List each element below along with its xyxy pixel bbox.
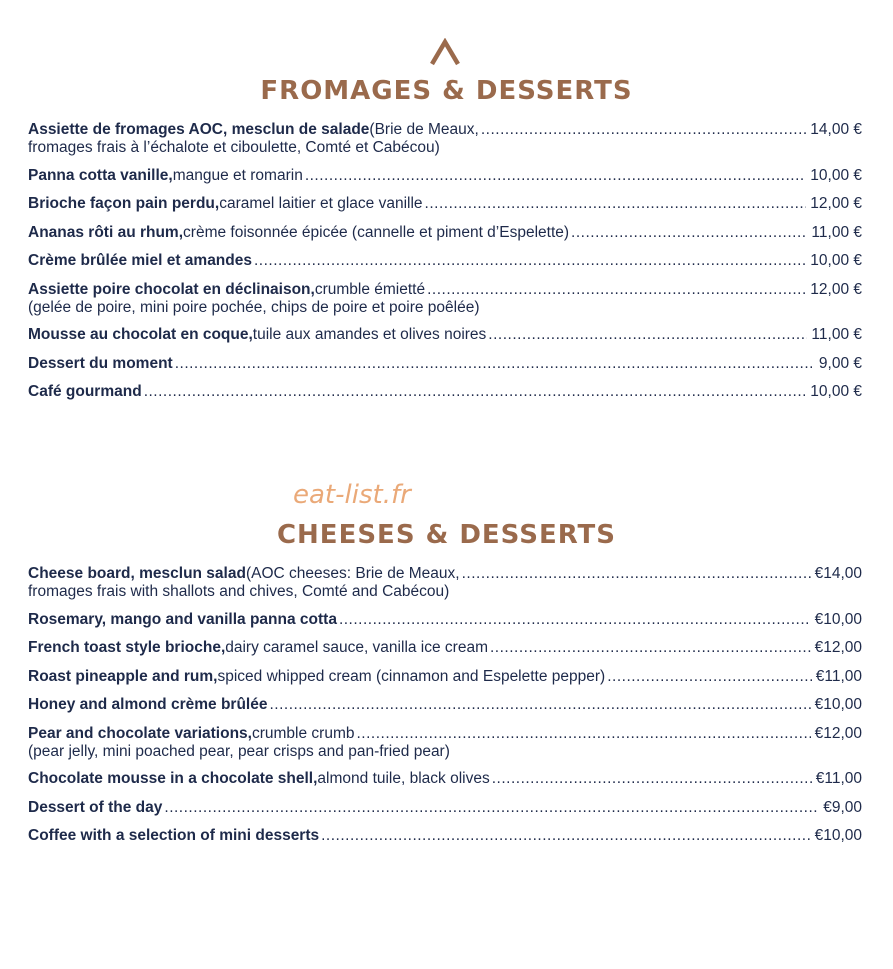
- item-price: 11,00 €: [811, 223, 862, 241]
- item-description: caramel laitier et glace vanille: [219, 195, 423, 212]
- item-name: Dessert of the day: [28, 798, 163, 816]
- item-name: Rosemary, mango and vanilla panna cotta: [28, 610, 337, 628]
- dot-leader: [425, 195, 807, 213]
- item-price: €11,00: [815, 770, 862, 787]
- item-name: Crème brûlée miel et amandes: [28, 252, 252, 269]
- dot-leader: [490, 639, 811, 657]
- item-name: Ananas rôti au rhum,: [28, 223, 184, 241]
- dot-leader: [492, 770, 812, 788]
- dot-leader: [175, 355, 815, 373]
- dot-leader: [339, 611, 811, 629]
- item-name: Café gourmand: [28, 383, 142, 400]
- item-price: 12,00 €: [810, 195, 862, 212]
- item-name: Mousse au chocolat en coque,: [28, 326, 253, 343]
- item-price: 10,00 €: [810, 166, 862, 184]
- item-description-continued: fromages frais with shallots and chives, Comté and Cabécou): [28, 583, 450, 600]
- menu-list-french: [28, 121, 862, 412]
- item-description: (AOC cheeses: Brie de Meaux,: [245, 565, 460, 582]
- item-name: Roast pineapple and rum,: [28, 667, 218, 685]
- menu-item: [28, 725, 862, 760]
- menu-item: [28, 383, 862, 401]
- item-name: Coffee with a selection of mini desserts: [28, 827, 320, 844]
- item-name: Assiette poire chocolat en déclinaison,: [28, 280, 315, 298]
- section-title-french: FROMAGES & DESSERTS: [260, 76, 633, 106]
- dot-leader: [571, 224, 807, 242]
- section-title-english: CHEESES & DESSERTS: [276, 520, 617, 550]
- menu-item: [28, 355, 862, 373]
- item-name: French toast style brioche,: [28, 639, 226, 656]
- menu-item: [28, 668, 862, 686]
- menu-item: [28, 224, 862, 242]
- menu-item: [28, 696, 862, 714]
- item-price: 14,00 €: [810, 121, 862, 138]
- dot-leader: [607, 668, 812, 686]
- dot-leader: [321, 827, 810, 845]
- menu-item: [28, 195, 862, 213]
- dot-leader: [356, 725, 810, 743]
- item-price: €9,00: [823, 798, 862, 816]
- item-name: Cheese board, mesclun salad: [28, 565, 246, 582]
- menu-item: [28, 167, 862, 185]
- item-price: €14,00: [814, 565, 862, 582]
- dot-leader: [164, 799, 819, 817]
- item-name: Dessert du moment: [28, 354, 173, 372]
- menu-item: [28, 639, 862, 657]
- item-price: €11,00: [815, 667, 862, 685]
- menu-item: [28, 252, 862, 270]
- item-description-continued: fromages frais à l’échalote et ciboulette, Comté et Cabécou): [28, 139, 440, 156]
- item-price: 10,00 €: [810, 383, 862, 400]
- item-price: 10,00 €: [810, 252, 862, 269]
- watermark: eat-list.fr: [293, 480, 411, 510]
- menu-item: [28, 770, 862, 788]
- item-description: tuile aux amandes et olives noires: [252, 326, 487, 343]
- item-description: crumble crumb: [251, 724, 355, 742]
- item-name: Brioche façon pain perdu,: [28, 195, 220, 212]
- item-price: €10,00: [814, 696, 862, 713]
- item-name: Honey and almond crème brûlée: [28, 696, 268, 713]
- item-description-continued: (pear jelly, mini poached pear, pear crisps and pan-fried pear): [28, 742, 450, 760]
- item-description: spiced whipped cream (cinnamon and Espelette pepper): [217, 667, 606, 685]
- item-name: Chocolate mousse in a chocolate shell,: [28, 770, 318, 787]
- item-description: crème foisonnée épicée (cannelle et piment d’Espelette): [183, 223, 570, 241]
- menu-item: [28, 611, 862, 629]
- item-description: mangue et romarin: [172, 166, 303, 184]
- item-price: €10,00: [814, 610, 862, 628]
- dot-leader: [427, 281, 806, 299]
- item-description-continued: (gelée de poire, mini poire pochée, chips de poire et poire poêlée): [28, 298, 480, 316]
- menu-item: [28, 799, 862, 817]
- item-price: 11,00 €: [811, 326, 862, 343]
- menu-item: [28, 827, 862, 845]
- dot-leader: [144, 383, 807, 401]
- item-price: 12,00 €: [810, 280, 862, 298]
- menu-item: [28, 326, 862, 344]
- dot-leader: [462, 565, 811, 583]
- menu-item: [28, 281, 862, 316]
- dot-leader: [488, 326, 807, 344]
- menu-item: [28, 565, 862, 600]
- item-description: almond tuile, black olives: [317, 770, 490, 787]
- dot-leader: [254, 252, 806, 270]
- item-price: €10,00: [814, 827, 862, 844]
- item-price: €12,00: [814, 639, 862, 656]
- chevron-up-icon: [429, 38, 461, 66]
- item-description: (Brie de Meaux,: [369, 121, 479, 138]
- menu-item: [28, 121, 862, 156]
- dot-leader: [481, 121, 806, 139]
- menu-list-english: [28, 565, 862, 856]
- item-description: dairy caramel sauce, vanilla ice cream: [225, 639, 488, 656]
- item-price: 9,00 €: [818, 354, 862, 372]
- item-name: Assiette de fromages AOC, mesclun de salade: [28, 121, 370, 138]
- item-price: €12,00: [814, 724, 862, 742]
- item-description: crumble émietté: [314, 280, 426, 298]
- dot-leader: [269, 696, 810, 714]
- item-name: Panna cotta vanille,: [28, 166, 173, 184]
- item-name: Pear and chocolate variations,: [28, 724, 252, 742]
- dot-leader: [305, 167, 806, 185]
